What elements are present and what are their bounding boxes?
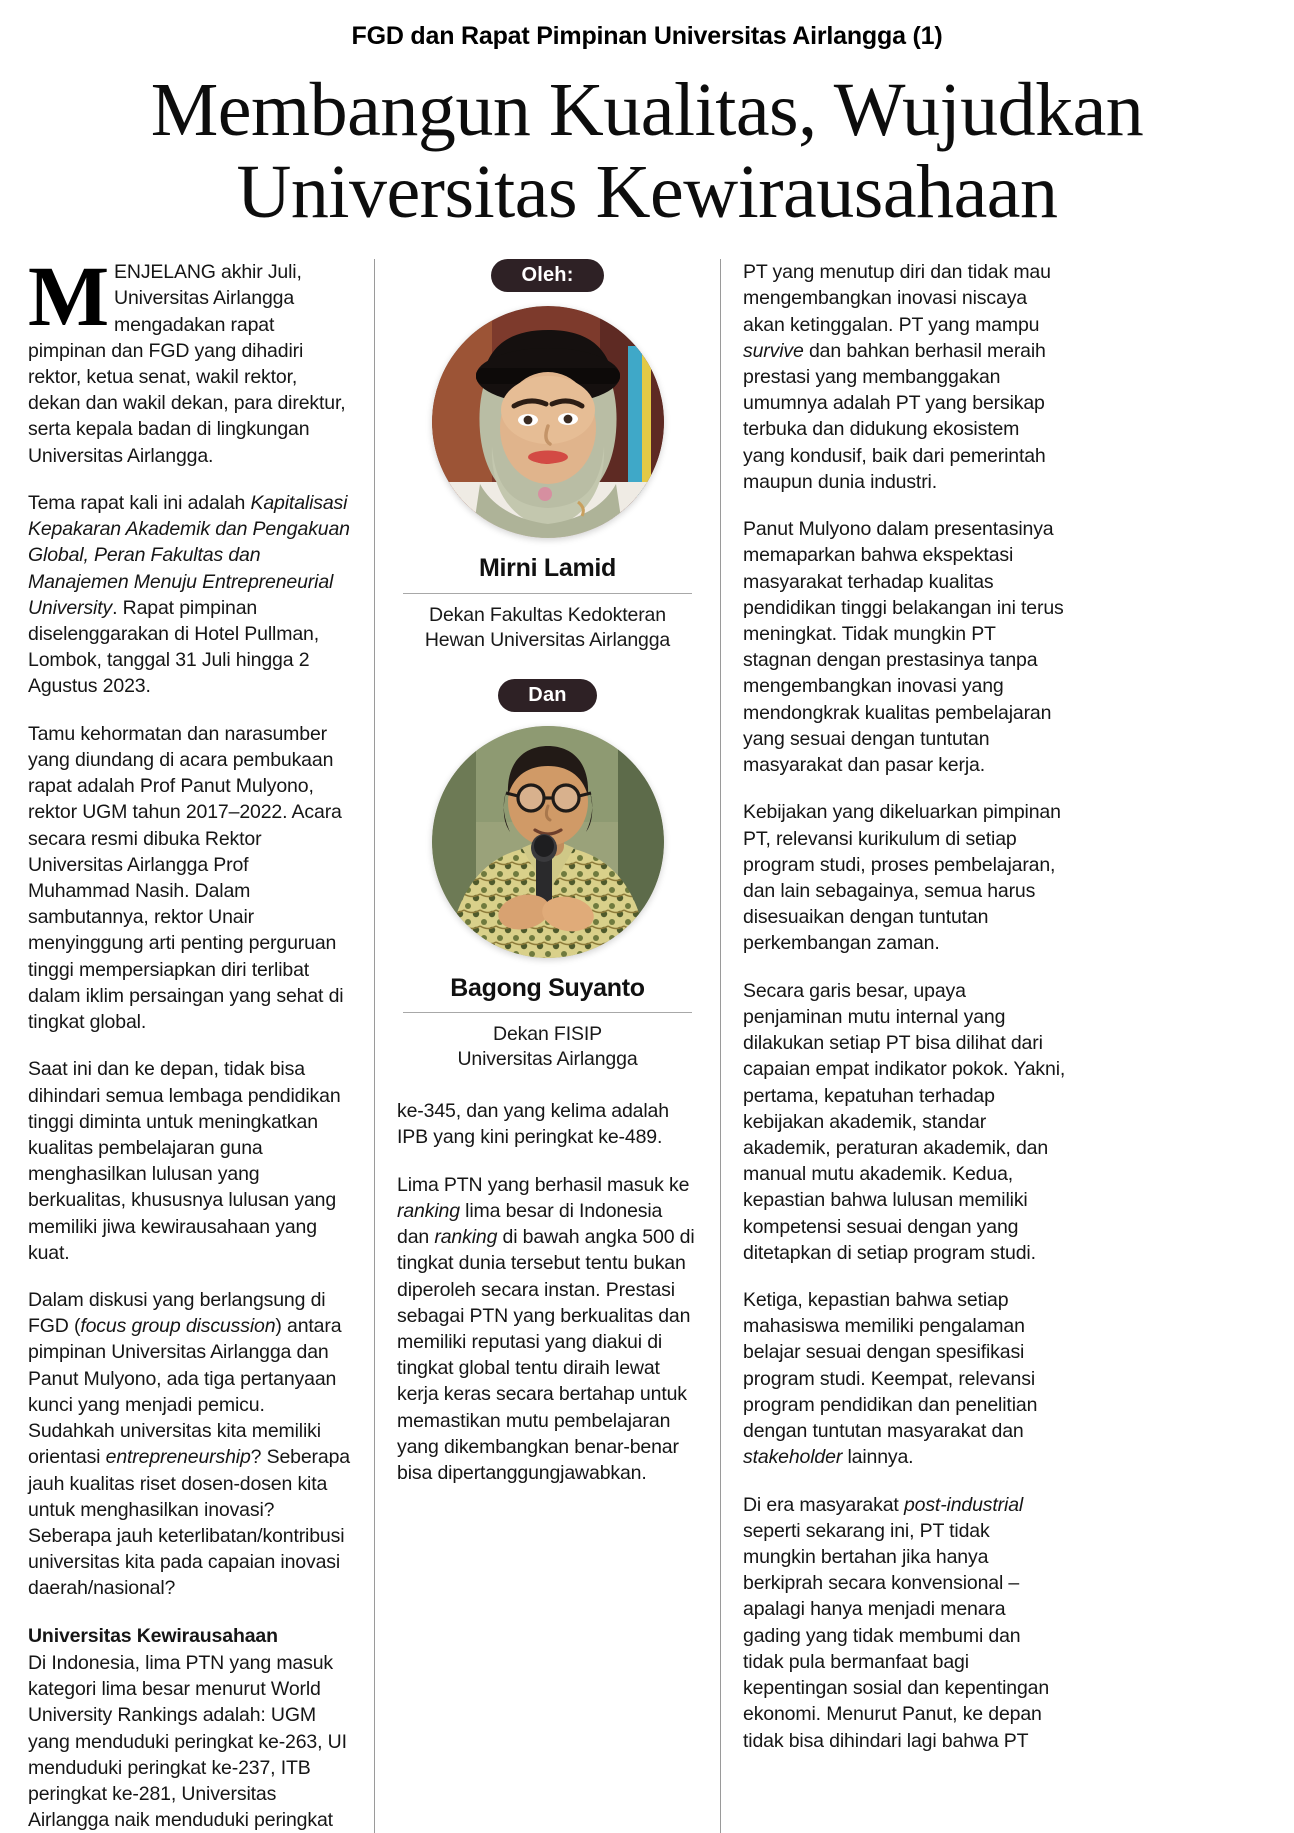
paragraph-left-3: Tamu kehormatan dan narasumber yang diundang di acara pembukaan rapat adalah Prof Panut Mulyono, rektor UGM tahun 2017–2022. Acara secara resmi dibuka Rektor Universitas Airlangga Prof Muhammad Nasih. Dalam sambutannya, rektor Unair menyinggung arti penting perguruan tinggi mempersiapkan diri terlibat dalam iklim persaingan yang sehat di tingkat global.: [28, 722, 344, 1034]
author-role-2-line-1: Dekan FISIP: [493, 1023, 602, 1046]
paragraph-left-2: [28, 490, 352, 700]
paragraph-middle-2-italic-1: ranking: [397, 1199, 460, 1222]
paragraph-left-5-part-c: ? Seberapa jauh kualitas riset dosen-dosen kita untuk menghasilkan inovasi? Seberapa jauh keterlibatan/kontribusi universitas kita pada capaian inovasi daerah/nasional?: [28, 1446, 350, 1600]
column-middle: [374, 259, 720, 1833]
column-right: [720, 259, 1066, 1833]
paragraph-right-1-italic: survive: [743, 339, 804, 362]
paragraph-left-2-italic: Kapitalisasi Kepakaran Akademik dan Pengakuan Global, Peran Fakultas dan Manajemen Menuju Entrepreneurial University: [28, 491, 350, 619]
paragraph-right-5-italic: stakeholder: [743, 1446, 843, 1469]
paragraph-left-5-italic-2: entrepreneurship: [105, 1446, 251, 1469]
portrait-mirni-lamid: [432, 306, 664, 538]
paragraph-right-6-part-b: seperti sekarang ini, PT tidak mungkin bertahan jika hanya berkiprah secara konvensional –apalagi hanya menjadi menara gading yang tidak membumi dan tidak pula bermanfaat bagi kepentingan sosial dan kepentingan ekonomi. Menurut Panut, ke depan tidak bisa dihindari lagi bahwa PT: [743, 1519, 1050, 1752]
page-title: [30, 69, 1264, 233]
paragraph-left-6: [28, 1623, 352, 1833]
paragraph-left-5-part-b: ) antara pimpinan Universitas Airlangga dan Panut Mulyono, ada tiga pertanyaan kunci yang menjadi pemicu. Sudahkah universitas kita memiliki orientasi: [28, 1315, 342, 1469]
paragraph-left-4: Saat ini dan ke depan, tidak bisa dihindari semua lembaga pendidikan tinggi diminta untuk meningkatkan kualitas pembelajaran guna menghasilkan lulusan yang berkualitas, khususnya lulusan yang memiliki jiwa kewirausahaan yang kuat.: [28, 1058, 341, 1264]
author-role-1-line-2: Hewan Universitas Airlangga: [424, 628, 671, 651]
badge-dan: Dan: [498, 679, 596, 712]
paragraph-left-5-italic-1: focus group discussion: [80, 1315, 276, 1338]
author-profile-1: [397, 259, 698, 653]
portrait-bagong-suyanto: [432, 726, 664, 958]
paragraph-right-3: Kebijakan yang dikeluarkan pimpinan PT, relevansi kurikulum di setiap program studi, proses pembelajaran, dan lain sebagainya, semua harus disesuaikan dengan tuntutan perkembangan zaman.: [743, 801, 1061, 955]
paragraph-left-6-text: Di Indonesia, lima PTN yang masuk kategori lima besar menurut World University Rankings adalah: UGM yang menduduki peringkat ke-263, UI menduduki peringkat ke-237, ITB peringkat ke-281, Universitas Airlangga naik menduduki peringkat: [28, 1651, 347, 1832]
author-name-1: Mirni Lamid: [479, 554, 616, 583]
name-divider-1: [403, 593, 692, 594]
paragraph-middle-2: [397, 1172, 698, 1487]
paragraph-right-4: Secara garis besar, upaya penjaminan mutu internal yang dilakukan setiap PT bisa dilihat dari capaian empat indikator pokok. Yakni, pertama, kepatuhan terhadap kebijakan akademik, standar akademik, peraturan akademik, dan manual mutu akademik. Kedua, kepastian bahwa lulusan memiliki kompetensi sesuai dengan yang ditetapkan di setiap program studi.: [743, 979, 1066, 1264]
article-kicker: FGD dan Rapat Pimpinan Universitas Airlangga (1): [351, 22, 943, 50]
paragraph-middle-2-part-a: Lima PTN yang berhasil masuk ke: [397, 1173, 690, 1196]
author-profile-2: [397, 679, 698, 1073]
paragraph-left-1: [28, 248, 352, 469]
author-name-2: Bagong Suyanto: [450, 973, 645, 1002]
newspaper-article-page: [0, 22, 1294, 1832]
column-left: [28, 248, 374, 1833]
paragraph-left-5: [28, 1287, 352, 1602]
drop-cap: M: [28, 248, 110, 345]
paragraph-middle-1: ke-345, dan yang kelima adalah IPB yang kini peringkat ke-489.: [397, 1100, 669, 1149]
paragraph-middle-2-italic-2: ranking: [434, 1226, 498, 1249]
paragraph-right-6-italic: post-industrial: [903, 1493, 1024, 1516]
paragraph-left-2-part-b: . Rapat pimpinan diselenggarakan di Hotel Pullman, Lombok, tanggal 31 Juli hingga 2 Agustus 2023.: [28, 596, 319, 698]
paragraph-right-1: [743, 259, 1066, 495]
paragraph-right-1-part-b: dan bahkan berhasil meraih prestasi yang membanggakan umumnya adalah PT yang bersikap terbuka dan didukung ekosistem yang kondusif, baik dari pemerintah maupun dunia industri.: [743, 339, 1046, 493]
paragraph-middle-2-part-b: lima besar di Indonesia dan: [397, 1199, 663, 1249]
badge-oleh: Oleh:: [491, 259, 603, 292]
author-role-2: [397, 1022, 698, 1072]
paragraph-left-5-part-a: Dalam diskusi yang berlangsung di FGD (: [28, 1289, 326, 1338]
author-role-1-line-1: Dekan Fakultas Kedokteran: [429, 603, 666, 626]
paragraph-right-5: [743, 1287, 1066, 1471]
paragraph-right-6: [743, 1492, 1066, 1754]
paragraph-left-1-text: ENJELANG akhir Juli, Universitas Airlangga mengadakan rapat pimpinan dan FGD yang dihadiri rektor, ketua senat, wakil rektor, dekan dan wakil dekan, para direktur, serta kepala badan di lingkungan Universitas Airlangga.: [28, 261, 346, 467]
article-columns: [28, 248, 1266, 1833]
paragraph-middle-2-part-c: di bawah angka 500 di tingkat dunia tersebut tentu bukan diperoleh secara instan. Prestasi sebagai PTN yang berkualitas dan memiliki reputasi yang diakui di tingkat global tentu diraih lewat kerja keras secara bertahap untuk memastikan mutu pembelajaran yang dikembangkan benar-benar bisa dipertanggungjawabkan.: [397, 1226, 695, 1485]
paragraph-right-5-part-a: Ketiga, kepastian bahwa setiap mahasiswa memiliki pengalaman belajar sesuai dengan spesifikasi program studi. Keempat, relevansi program pendidikan dan penelitian dengan tuntutan masyarakat dan: [743, 1289, 1038, 1443]
section-subheading: Universitas Kewirausahaan: [28, 1624, 278, 1647]
paragraph-right-5-part-b: lainnya.: [842, 1446, 914, 1469]
avatar: [432, 726, 664, 958]
name-divider-2: [403, 1012, 692, 1013]
headline-line-2: Universitas Kewirausahaan: [236, 150, 1058, 235]
author-role-1: [397, 603, 698, 653]
paragraph-right-6-part-a: Di era masyarakat: [743, 1493, 904, 1516]
author-role-2-line-2: Universitas Airlangga: [457, 1048, 638, 1071]
headline-line-1: Membangun Kualitas, Wujudkan: [150, 68, 1144, 152]
paragraph-left-2-part-a: Tema rapat kali ini adalah: [28, 491, 251, 514]
paragraph-right-1-part-a: PT yang menutup diri dan tidak mau mengembangkan inovasi niscaya akan ketinggalan. PT yang mampu: [743, 261, 1051, 336]
paragraph-right-2: Panut Mulyono dalam presentasinya memaparkan bahwa ekspektasi masyarakat terhadap kualitas pendidikan tinggi belakangan ini terus meningkat. Tidak mungkin PT stagnan dengan prestasinya tanpa mengembangkan inovasi yang mendongkrak kualitas pembelajaran yang sesuai dengan tuntutan masyarakat dan pasar kerja.: [743, 518, 1064, 777]
avatar: [432, 306, 664, 538]
